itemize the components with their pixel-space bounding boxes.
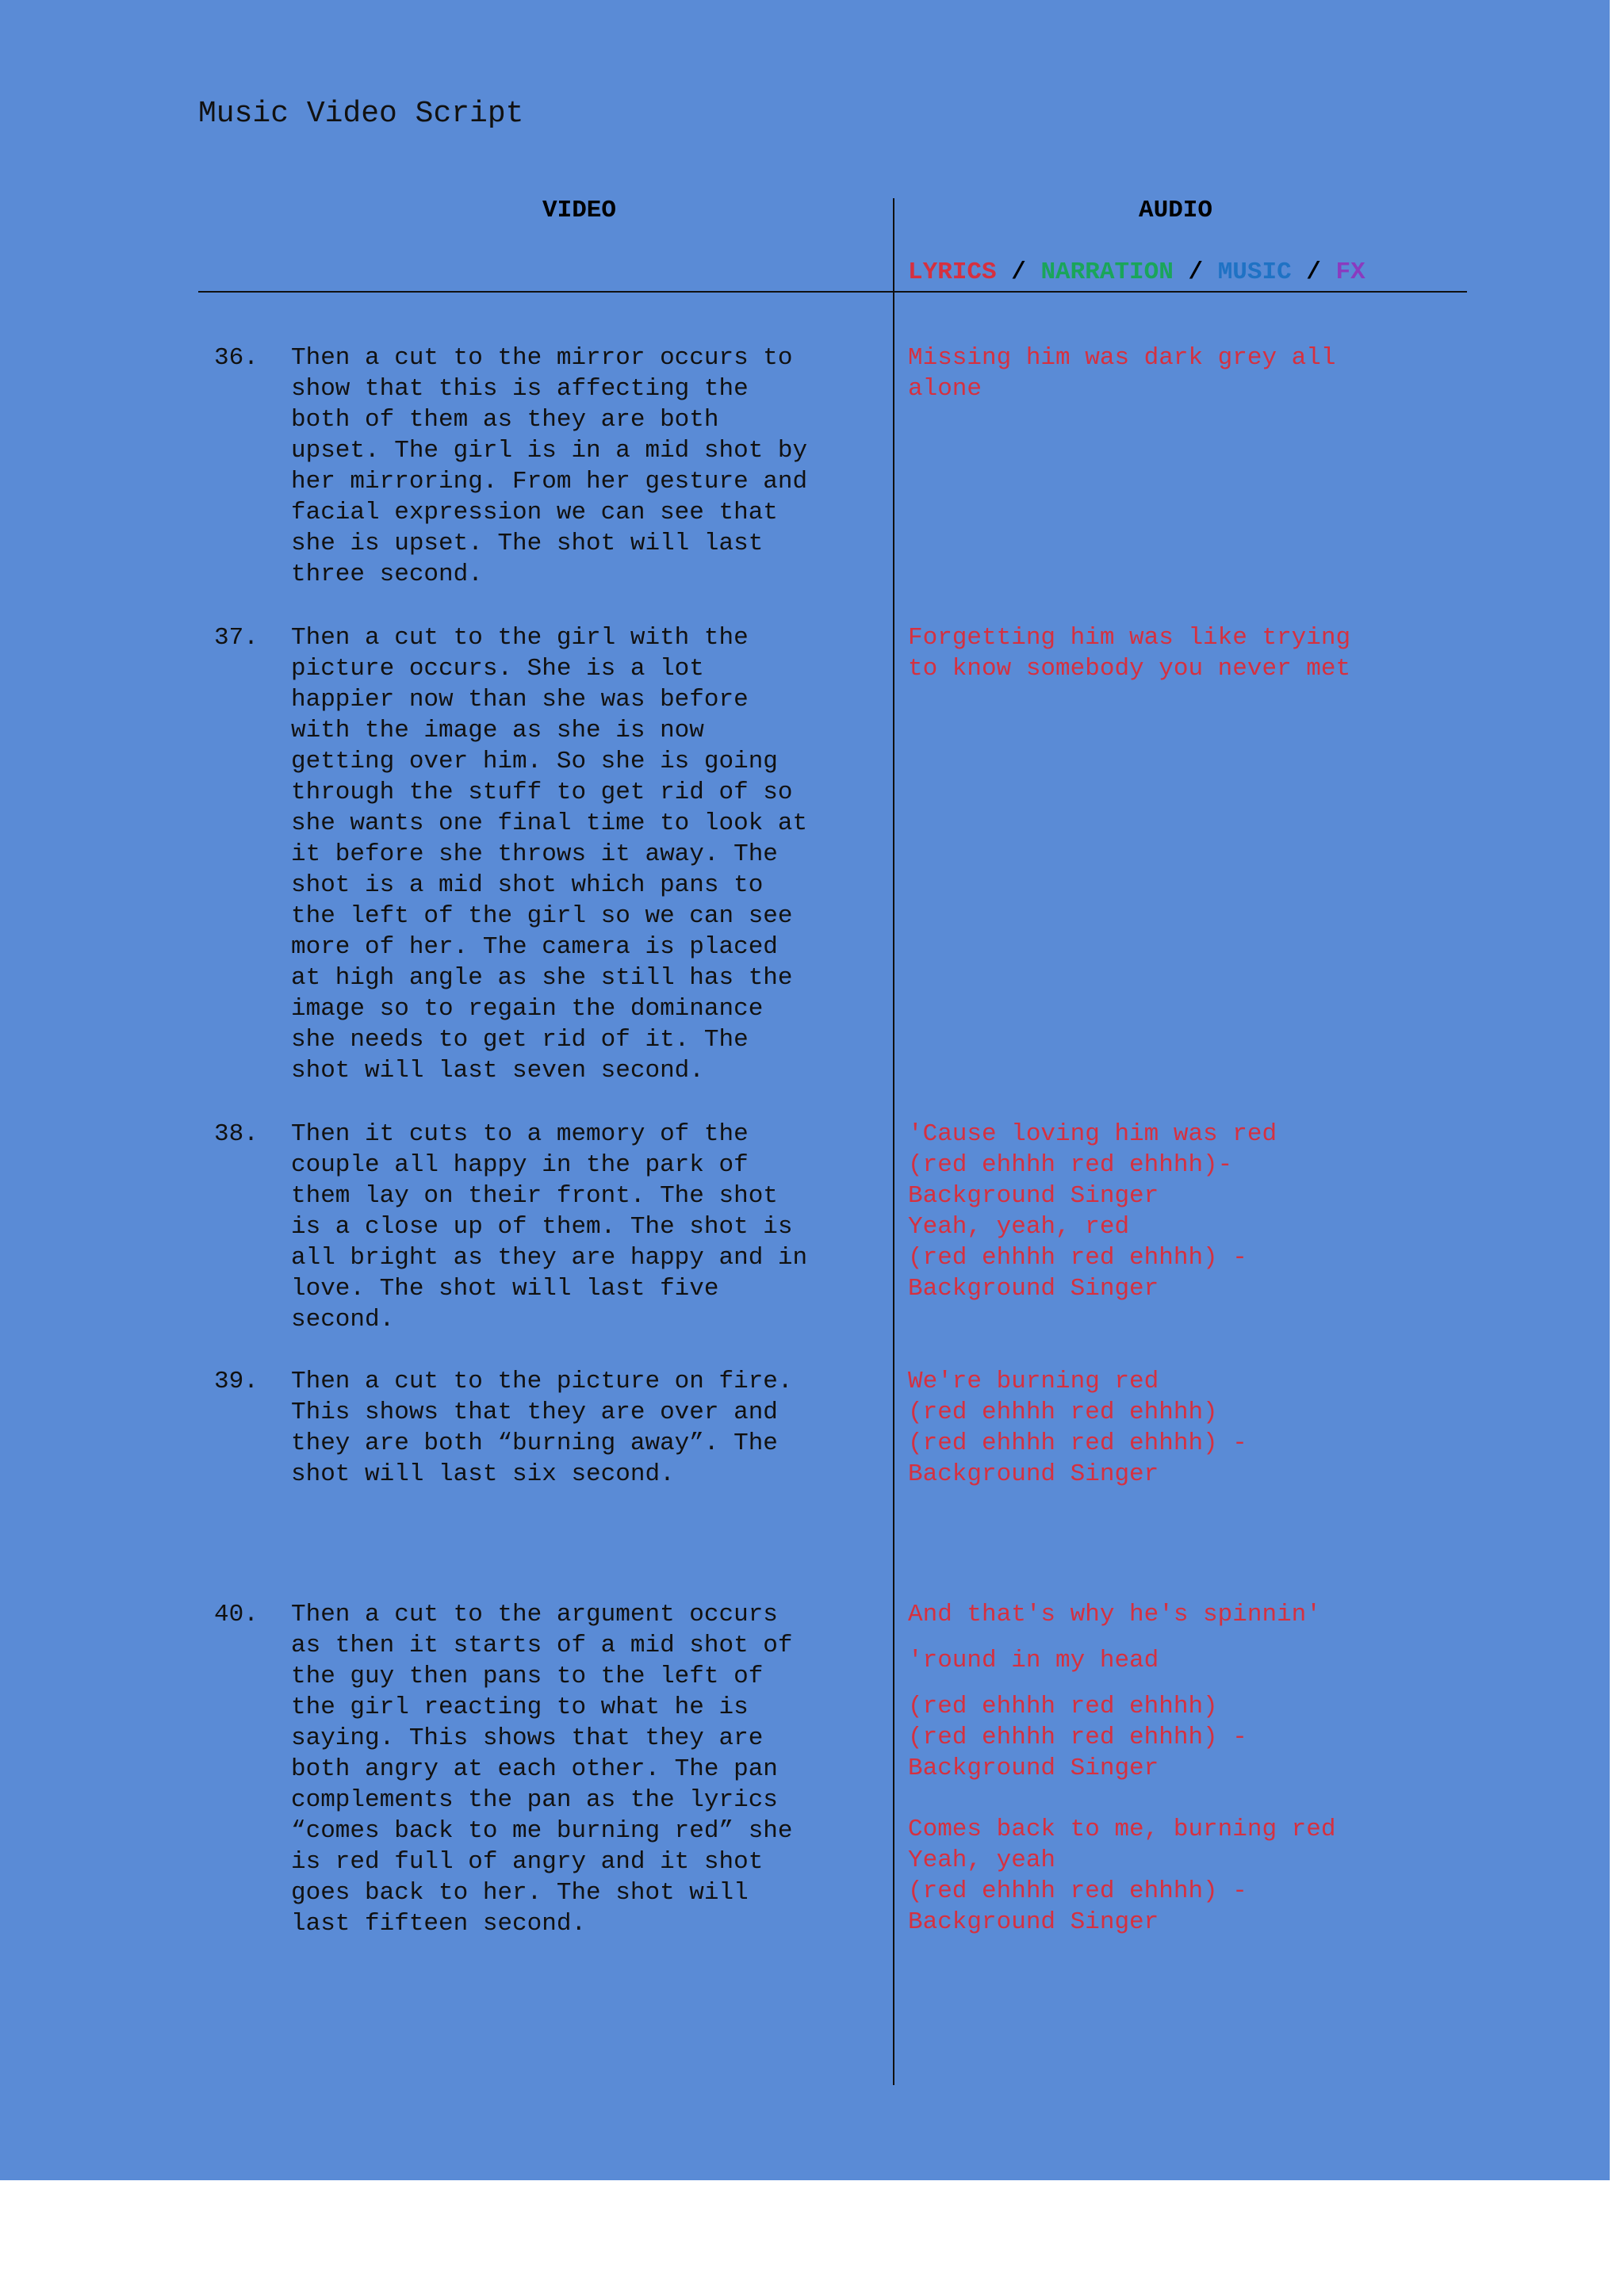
scene-video-description: Then a cut to the argument occurs as then it starts of a mid shot of the guy then pans to the left of the girl reacting to what he is saying. This shows that they are both angry at each other. The pan complements the pan as the lyrics “comes back to me burning red” she is red full of angry and it shot goes back to her. The shot will last fifteen second. — [291, 1601, 793, 1938]
lyric-block: And that's why he's spinnin' — [908, 1601, 1321, 1628]
lyric-block: We're burning red (red ehhhh red ehhhh) (red ehhhh red ehhhh) - Background Singer — [908, 1368, 1247, 1488]
video-column-header: VIDEO — [542, 197, 617, 224]
audio-legend — [908, 258, 1365, 286]
legend-music: MUSIC — [1217, 258, 1292, 286]
scene-video-description: Then a cut to the girl with the picture occurs. She is a lot happier now than she was before with the image as she is now getting over him. So she is going through the stuff to get rid of so she wants one final time to look at it before she throws it away. The shot is a mid shot which pans to the left of the girl so we can see more of her. The camera is placed at high angle as she still has the image so to regain the dominance she needs to get rid of it. The shot will last seven second. — [291, 624, 808, 1085]
scene-audio — [908, 1599, 1463, 1938]
scene-number: 38. — [214, 1120, 259, 1148]
scene-number: 39. — [214, 1368, 259, 1395]
lyric-block: Comes back to me, burning red Yeah, yeah (red ehhhh red ehhhh) - Background Singer — [908, 1816, 1336, 1936]
scene-audio — [908, 1119, 1463, 1304]
scene-audio — [908, 342, 1463, 404]
legend-separator: / — [1291, 258, 1336, 286]
lyric-block: Forgetting him was like trying to know somebody you never met — [908, 624, 1351, 683]
legend-fx: FX — [1335, 258, 1365, 286]
lyric-block: 'Cause loving him was red (red ehhhh red ehhhh)- Background Singer Yeah, yeah, red (red ehhhh red ehhhh) - Background Singer — [908, 1120, 1277, 1303]
legend-narration: NARRATION — [1040, 258, 1174, 286]
scene-audio — [908, 1366, 1463, 1490]
header-divider — [198, 291, 1467, 293]
page-title: Music Video Script — [198, 97, 524, 131]
legend-separator: / — [996, 258, 1041, 286]
scene-audio — [908, 622, 1463, 684]
scene-video-description: Then it cuts to a memory of the couple all happy in the park of them lay on their front. The shot is a close up of them. The shot is all bright as they are happy and in love. The shot will last five second. — [291, 1120, 808, 1334]
scene-video-description: Then a cut to the picture on fire. This shows that they are over and they are both “burning away”. The shot will last six second. — [291, 1368, 793, 1488]
lyric-block: 'round in my head — [908, 1647, 1159, 1674]
legend-separator: / — [1173, 258, 1218, 286]
lyric-block: Missing him was dark grey all alone — [908, 344, 1336, 403]
scene-number: 37. — [214, 624, 259, 652]
scene-video-description: Then a cut to the mirror occurs to show that this is affecting the both of them as they are both upset. The girl is in a mid shot by her mirroring. From her gesture and facial expression we can see that she is upset. The shot will last three second. — [291, 344, 808, 588]
audio-column-header: AUDIO — [1139, 197, 1213, 224]
scene-number: 36. — [214, 344, 259, 372]
scene-number: 40. — [214, 1601, 259, 1628]
lyric-block: (red ehhhh red ehhhh) (red ehhhh red ehhhh) - Background Singer — [908, 1693, 1247, 1782]
legend-lyrics: LYRICS — [908, 258, 997, 286]
column-divider — [893, 198, 894, 2085]
